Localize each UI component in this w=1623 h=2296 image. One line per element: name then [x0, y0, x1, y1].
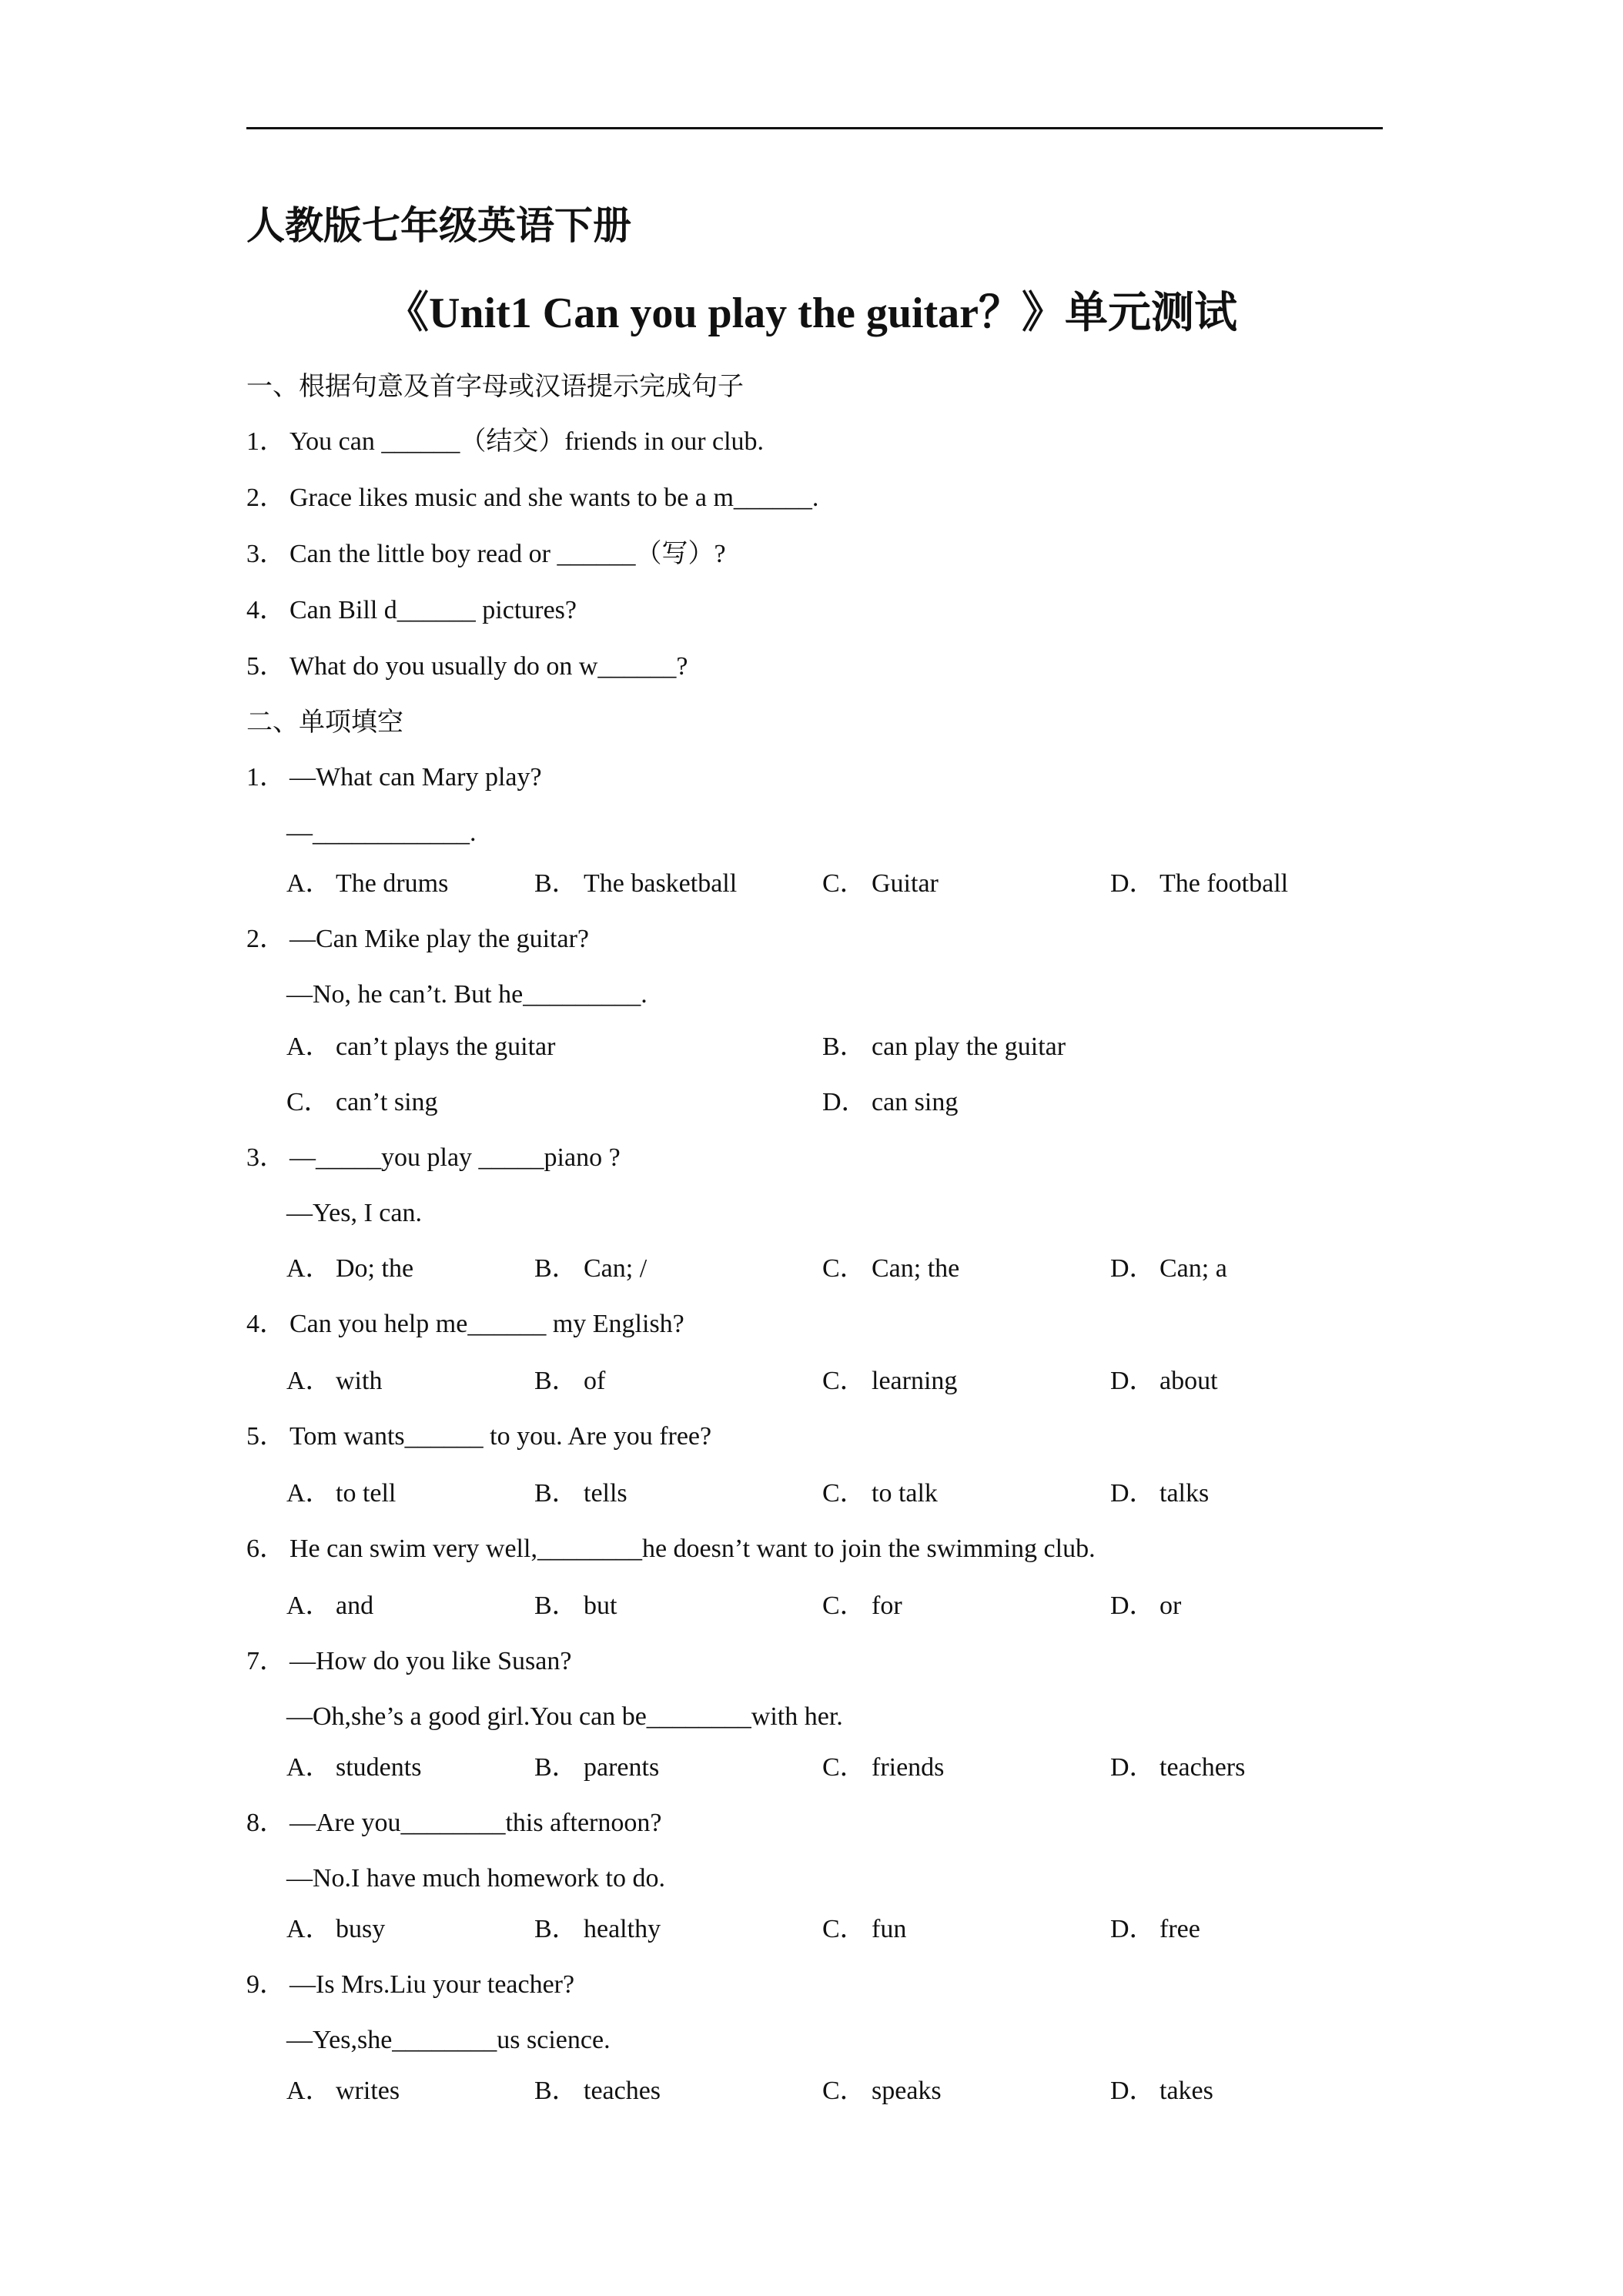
question-text: —_____you play _____piano ? — [289, 1143, 621, 1172]
q1-option-b: B． The basketball — [534, 869, 738, 898]
question-6 — [246, 1532, 1096, 1566]
q9-option-b: B． teaches — [534, 2077, 661, 2105]
q8-option-a: A． busy — [286, 1915, 386, 1943]
question-8 — [246, 1806, 661, 1840]
q8-option-c: C． fun — [822, 1915, 907, 1943]
document-title-line1: 人教版七年级英语下册 — [246, 203, 631, 248]
question-3 — [246, 1141, 621, 1175]
question-number: 6． — [246, 1535, 286, 1563]
question-1 — [246, 761, 542, 795]
q2-option-b: B． can play the guitar — [822, 1033, 1066, 1061]
q6-option-a: A． and — [286, 1591, 374, 1620]
fill-item-text: Can the little boy read or ______（写）? — [289, 540, 726, 568]
q7-option-b: B． parents — [534, 1753, 660, 1782]
q2-option-c: C． can’t sing — [286, 1088, 438, 1116]
question-5 — [246, 1420, 711, 1454]
question-number: 2． — [246, 925, 286, 953]
question-text: —Is Mrs.Liu your teacher? — [289, 1970, 575, 1999]
q1-option-d: D． The football — [1110, 869, 1289, 898]
fill-item-number: 3． — [246, 540, 286, 568]
question-number: 1． — [246, 763, 286, 792]
fill-item-4 — [246, 594, 577, 628]
q5-option-c: C． to talk — [822, 1479, 938, 1508]
q4-option-b: B． of — [534, 1367, 606, 1395]
question-7-line2: —Oh,she’s a good girl.You can be________with her. — [286, 1702, 843, 1731]
fill-item-text: Grace likes music and she wants to be a m______. — [289, 484, 819, 512]
q3-option-a: A． Do; the — [286, 1254, 414, 1283]
question-text: Can you help me______ my English? — [289, 1310, 684, 1338]
question-8-line2: —No.I have much homework to do. — [286, 1864, 665, 1893]
fill-item-number: 4． — [246, 596, 286, 624]
q6-option-d: D． or — [1110, 1591, 1182, 1620]
q7-option-d: D． teachers — [1110, 1753, 1246, 1782]
fill-item-text: You can ______（结交）friends in our club. — [289, 427, 765, 456]
fill-item-2 — [246, 481, 818, 515]
section1-heading: 一、根据句意及首字母或汉语提示完成句子 — [246, 371, 744, 402]
q6-option-c: C． for — [822, 1591, 902, 1620]
q1-option-a: A． The drums — [286, 869, 449, 898]
q5-option-b: B． tells — [534, 1479, 627, 1508]
fill-item-3 — [246, 537, 726, 571]
question-text: —Are you________this afternoon? — [289, 1809, 662, 1837]
question-number: 3． — [246, 1143, 286, 1172]
question-3-line2: —Yes, I can. — [286, 1199, 422, 1227]
fill-item-number: 2． — [246, 484, 286, 512]
question-1-line2: —____________. — [286, 818, 477, 847]
q5-option-d: D． talks — [1110, 1479, 1210, 1508]
q4-option-d: D． about — [1110, 1367, 1218, 1395]
q9-option-d: D． takes — [1110, 2077, 1213, 2105]
question-text: —How do you like Susan? — [289, 1647, 572, 1675]
question-9-line2: —Yes,she________us science. — [286, 2026, 611, 2054]
q8-option-d: D． free — [1110, 1915, 1200, 1943]
section2-heading: 二、单项填空 — [246, 707, 403, 738]
fill-item-number: 1． — [246, 427, 286, 456]
question-9 — [246, 1968, 574, 2002]
question-number: 4． — [246, 1310, 286, 1338]
question-text: He can swim very well,________he doesn’t want to join the swimming club. — [289, 1535, 1096, 1563]
q5-option-a: A． to tell — [286, 1479, 397, 1508]
header-rule — [246, 127, 1383, 129]
question-text: —Can Mike play the guitar? — [289, 925, 590, 953]
question-number: 7． — [246, 1647, 286, 1675]
q2-option-d: D． can sing — [822, 1088, 959, 1116]
question-7 — [246, 1645, 571, 1678]
question-2-line2: —No, he can’t. But he_________. — [286, 980, 648, 1009]
q7-option-c: C． friends — [822, 1753, 945, 1782]
document-title-line2: 《Unit1 Can you play the guitar？》单元测试 — [385, 290, 1238, 337]
q3-option-c: C． Can; the — [822, 1254, 960, 1283]
fill-item-5 — [246, 650, 688, 684]
fill-item-1 — [246, 425, 764, 459]
q4-option-c: C． learning — [822, 1367, 958, 1395]
q3-option-d: D． Can; a — [1110, 1254, 1227, 1283]
question-number: 5． — [246, 1422, 286, 1451]
q7-option-a: A． students — [286, 1753, 422, 1782]
fill-item-text: Can Bill d______ pictures? — [289, 596, 577, 624]
question-4 — [246, 1307, 684, 1341]
q9-option-a: A． writes — [286, 2077, 400, 2105]
question-text: Tom wants______ to you. Are you free? — [289, 1422, 712, 1451]
q4-option-a: A． with — [286, 1367, 383, 1395]
fill-item-number: 5． — [246, 652, 286, 681]
q8-option-b: B． healthy — [534, 1915, 661, 1943]
question-text: —What can Mary play? — [289, 763, 542, 792]
q1-option-c: C． Guitar — [822, 869, 939, 898]
question-number: 8． — [246, 1809, 286, 1837]
q6-option-b: B． but — [534, 1591, 617, 1620]
q2-option-a: A． can’t plays the guitar — [286, 1033, 556, 1061]
question-number: 9． — [246, 1970, 286, 1999]
question-2 — [246, 922, 589, 956]
q9-option-c: C． speaks — [822, 2077, 942, 2105]
q3-option-b: B． Can; / — [534, 1254, 648, 1283]
fill-item-text: What do you usually do on w______? — [289, 652, 688, 681]
